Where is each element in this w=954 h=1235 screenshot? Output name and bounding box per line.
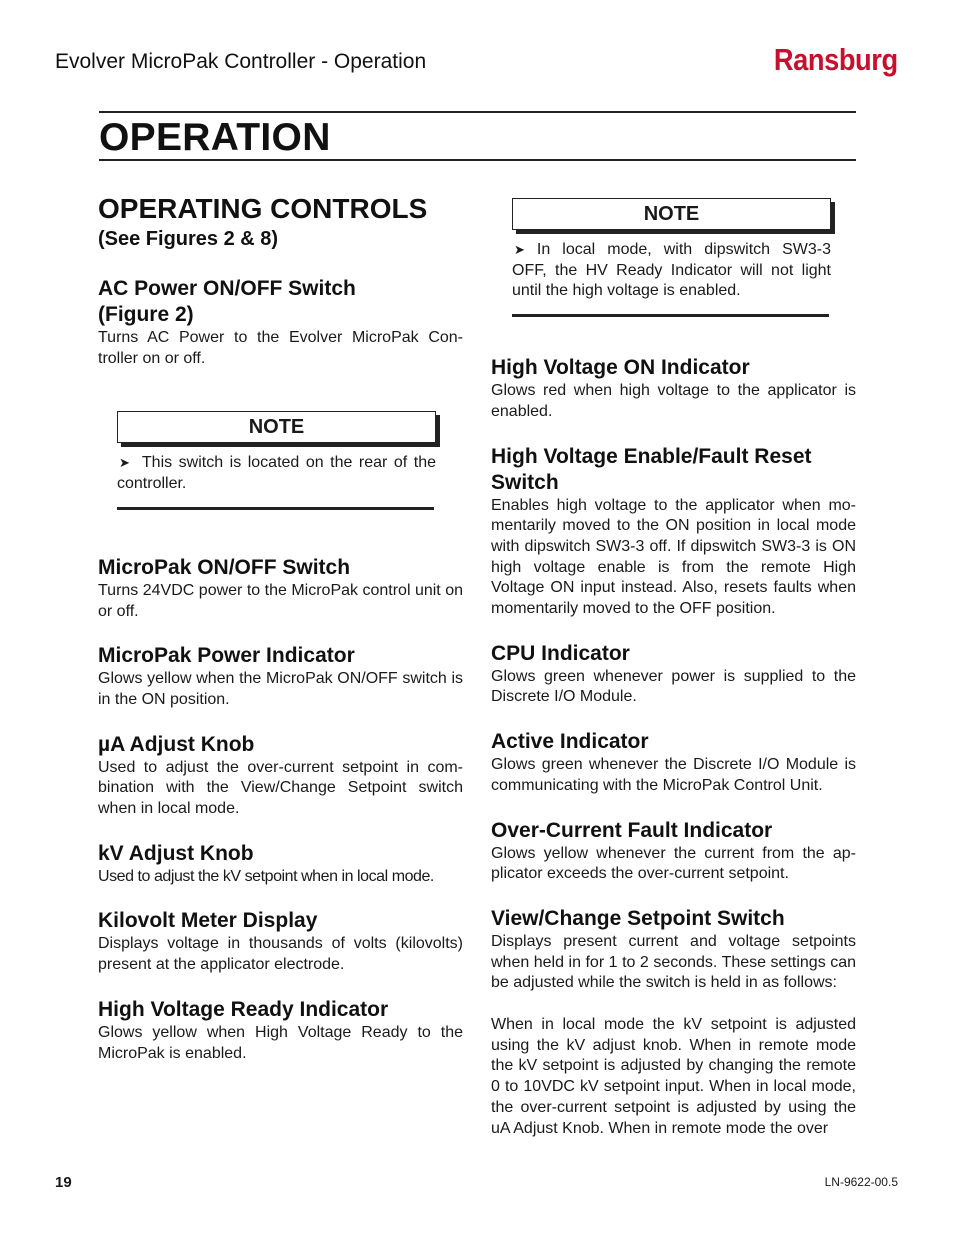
cpu-text: Glows green whenever power is supplied to the Discrete I/O Module. <box>491 667 856 706</box>
micropak-power-heading: MicroPak Power Indicator <box>98 644 355 668</box>
title-rule <box>99 159 856 161</box>
kv-knob-text: Used to adjust the kV setpoint when in local mode. <box>98 867 434 885</box>
top-rule <box>99 111 856 113</box>
header-title: Evolver MicroPak Controller - Operation <box>55 50 427 73</box>
note-1-label: NOTE <box>117 411 436 443</box>
page-number: 19 <box>55 1174 72 1191</box>
ua-knob-heading: µA Adjust Knob <box>98 732 255 756</box>
kv-meter-text: Displays voltage in thousands of volts (kilovolts) present at the applicator electrode. <box>98 935 463 974</box>
brand-logo: Ransburg <box>774 42 898 77</box>
kv-knob-heading: kV Adjust Knob <box>98 841 254 865</box>
hv-ready-text: Glows yellow when High Voltage Ready to the MicroPak is enabled. <box>98 1023 463 1062</box>
active-text: Glows green whenever the Discrete I/O Module is communicating with the MicroPak Control Unit. <box>491 756 856 794</box>
arrow-icon: ➤ <box>514 242 525 257</box>
note-2-text: In local mode, with dipswitch SW3-3 OFF, the HV Ready Indicator will not light until the high voltage is enabled. <box>512 241 831 300</box>
overcurrent-text: Glows yellow whenever the current from the ap-plicator exceeds the over-current setpoint. <box>491 844 856 883</box>
micropak-power-text: Glows yellow when the MicroPak ON/OFF switch is in the ON position. <box>98 670 463 708</box>
overcurrent-heading: Over-Current Fault Indicator <box>491 818 773 842</box>
hv-enable-heading-1: High Voltage Enable/Fault Reset <box>491 444 812 468</box>
cpu-heading: CPU Indicator <box>491 641 630 665</box>
hv-on-text: Glows red when high voltage to the applicator is enabled. <box>491 382 856 420</box>
hv-on-heading: High Voltage ON Indicator <box>491 356 750 380</box>
note-2 <box>512 198 831 317</box>
note-2-label: NOTE <box>512 198 831 230</box>
micropak-switch-heading: MicroPak ON/OFF Switch <box>98 555 351 579</box>
view-change-text-2: When in local mode the kV setpoint is adjusted using the kV adjust knob. When in remote mode the kV setpoint is adjusted by changing the remote 0 to 10VDC kV setpoint input. When in local mode, the over-current setpoint is adjusted by using the uA Adjust Knob. When in remote mode the over <box>491 1016 856 1137</box>
document-code: LN-9622-00.5 <box>824 1175 898 1189</box>
note-1 <box>117 411 436 509</box>
section-title: OPERATING CONTROLS <box>98 193 428 224</box>
view-change-heading: View/Change Setpoint Switch <box>491 906 785 930</box>
ac-power-text: Turns AC Power to the Evolver MicroPak Con-troller on or off. <box>98 329 463 367</box>
note-1-text: This switch is located on the rear of the controller. <box>117 454 436 493</box>
kv-meter-heading: Kilovolt Meter Display <box>98 909 318 933</box>
note-1-body <box>117 453 436 494</box>
note-2-rule <box>512 314 829 317</box>
micropak-switch-text: Turns 24VDC power to the MicroPak control unit on or off. <box>98 581 463 620</box>
arrow-icon: ➤ <box>119 455 130 471</box>
ac-power-heading-2: (Figure 2) <box>98 303 194 326</box>
right-column <box>491 198 856 1139</box>
hv-ready-heading: High Voltage Ready Indicator <box>98 997 389 1021</box>
hv-enable-text: Enables high voltage to the applicator when mo-mentarily moved to the ON position in local mode with dipswitch SW3-3 off. If dipswitch SW3-3 is ON high voltage enable is from the remote High Voltage ON input instead. Also, resets faults when momentarily moved to the OFF position. <box>491 496 856 618</box>
left-column <box>98 192 463 1064</box>
active-heading: Active Indicator <box>491 730 649 754</box>
hv-enable-heading-2: Switch <box>491 470 559 494</box>
note-2-body <box>512 240 831 302</box>
ua-knob-text: Used to adjust the over-current setpoint in com-bination with the View/Change Setpoint switch when in local mode. <box>98 758 463 818</box>
section-subtitle: (See Figures 2 & 8) <box>98 228 279 250</box>
view-change-text-1: Displays present current and voltage setpoints when held in for 1 to 2 seconds. These settings can be adjusted while the switch is held in as follows: <box>491 932 856 992</box>
page-title: OPERATION <box>99 116 331 159</box>
note-1-rule <box>117 507 434 510</box>
ac-power-heading-1: AC Power ON/OFF Switch <box>98 277 356 300</box>
